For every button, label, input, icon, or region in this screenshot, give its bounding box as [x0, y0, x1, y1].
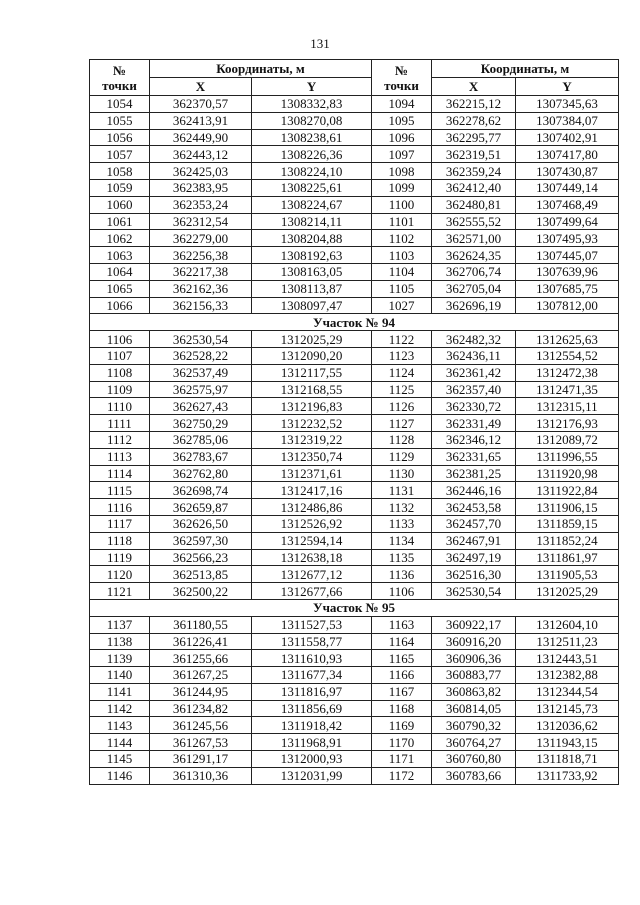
x-coordinate-cell: 361180,55: [150, 616, 252, 633]
point-number-cell: 1098: [372, 163, 432, 180]
x-coordinate-cell: 362530,54: [150, 331, 252, 348]
coordinates-header-left: Координаты, м: [150, 60, 372, 78]
y-coordinate-cell: 1308226,36: [252, 146, 372, 163]
point-number-cell: 1116: [90, 499, 150, 516]
point-number-cell: 1164: [372, 633, 432, 650]
point-number-cell: 1119: [90, 549, 150, 566]
y-coordinate-cell: 1312443,51: [516, 650, 619, 667]
point-number-cell: 1106: [372, 583, 432, 600]
y-coordinate-cell: 1312638,18: [252, 549, 372, 566]
x-coordinate-cell: 362453,58: [432, 499, 516, 516]
x-coordinate-cell: 362319,51: [432, 146, 516, 163]
point-number-cell: 1103: [372, 247, 432, 264]
x-coordinate-cell: 362346,12: [432, 431, 516, 448]
point-number-cell: 1058: [90, 163, 150, 180]
y-coordinate-cell: 1312196,83: [252, 398, 372, 415]
table-row: [90, 566, 619, 583]
x-coordinate-cell: 362256,38: [150, 247, 252, 264]
x-coordinate-cell: 362353,24: [150, 196, 252, 213]
point-number-cell: 1112: [90, 431, 150, 448]
y-coordinate-cell: 1307402,91: [516, 129, 619, 146]
x-coordinate-cell: 361291,17: [150, 751, 252, 768]
x-coordinate-cell: 362312,54: [150, 213, 252, 230]
y-coordinate-cell: 1312511,23: [516, 633, 619, 650]
x-header-right: X: [432, 78, 516, 96]
x-coordinate-cell: 362500,22: [150, 583, 252, 600]
x-coordinate-cell: 362626,50: [150, 515, 252, 532]
x-coordinate-cell: 362575,97: [150, 381, 252, 398]
y-coordinate-cell: 1311527,53: [252, 616, 372, 633]
point-number-cell: 1137: [90, 616, 150, 633]
point-number-cell: 1130: [372, 465, 432, 482]
table-row: [90, 331, 619, 348]
point-number-cell: 1145: [90, 751, 150, 768]
y-coordinate-cell: 1312677,12: [252, 566, 372, 583]
y-coordinate-cell: 1311852,24: [516, 532, 619, 549]
point-number-cell: 1132: [372, 499, 432, 516]
point-number-cell: 1099: [372, 179, 432, 196]
point-number-cell: 1128: [372, 431, 432, 448]
y-coordinate-cell: 1312090,20: [252, 347, 372, 364]
point-number-cell: 1107: [90, 347, 150, 364]
y-coordinate-cell: 1311920,98: [516, 465, 619, 482]
y-coordinate-cell: 1312319,22: [252, 431, 372, 448]
point-number-cell: 1062: [90, 230, 150, 247]
table-row: [90, 196, 619, 213]
y-coordinate-cell: 1308238,61: [252, 129, 372, 146]
table-row: [90, 179, 619, 196]
table-row: [90, 297, 619, 314]
x-coordinate-cell: 361234,82: [150, 700, 252, 717]
table-row: [90, 683, 619, 700]
table-row: [90, 129, 619, 146]
y-coordinate-cell: 1307449,14: [516, 179, 619, 196]
point-number-cell: 1101: [372, 213, 432, 230]
point-number-cell: 1120: [90, 566, 150, 583]
table-row: [90, 431, 619, 448]
point-number-cell: 1124: [372, 364, 432, 381]
x-coordinate-cell: 362412,40: [432, 179, 516, 196]
point-number-cell: 1139: [90, 650, 150, 667]
table-row: [90, 667, 619, 684]
point-number-cell: 1143: [90, 717, 150, 734]
point-number-cell: 1166: [372, 667, 432, 684]
table-row: [90, 96, 619, 113]
x-coordinate-cell: 362359,24: [432, 163, 516, 180]
point-number-symbol: №: [394, 62, 409, 78]
point-number-cell: 1126: [372, 398, 432, 415]
point-number-cell: 1109: [90, 381, 150, 398]
y-coordinate-cell: 1311943,15: [516, 734, 619, 751]
point-number-cell: 1140: [90, 667, 150, 684]
table-row: [90, 347, 619, 364]
y-coordinate-cell: 1312625,63: [516, 331, 619, 348]
y-coordinate-cell: 1312176,93: [516, 415, 619, 432]
y-coordinate-cell: 1312554,52: [516, 347, 619, 364]
table-row: [90, 700, 619, 717]
point-number-cell: 1117: [90, 515, 150, 532]
y-coordinate-cell: 1307430,87: [516, 163, 619, 180]
x-coordinate-cell: 362624,35: [432, 247, 516, 264]
point-number-cell: 1102: [372, 230, 432, 247]
x-coordinate-cell: 362783,67: [150, 448, 252, 465]
x-coordinate-cell: 362361,42: [432, 364, 516, 381]
point-number-cell: 1142: [90, 700, 150, 717]
point-number-cell: 1167: [372, 683, 432, 700]
y-coordinate-cell: 1311818,71: [516, 751, 619, 768]
y-coordinate-cell: 1311856,69: [252, 700, 372, 717]
x-coordinate-cell: 362750,29: [150, 415, 252, 432]
y-coordinate-cell: 1312486,86: [252, 499, 372, 516]
x-coordinate-cell: 360906,36: [432, 650, 516, 667]
y-coordinate-cell: 1308097,47: [252, 297, 372, 314]
x-coordinate-cell: 362497,19: [432, 549, 516, 566]
y-coordinate-cell: 1312677,66: [252, 583, 372, 600]
x-coordinate-cell: 362762,80: [150, 465, 252, 482]
y-coordinate-cell: 1312036,62: [516, 717, 619, 734]
x-coordinate-cell: 362555,52: [432, 213, 516, 230]
table-row: [90, 650, 619, 667]
x-coordinate-cell: 361226,41: [150, 633, 252, 650]
point-number-cell: 1169: [372, 717, 432, 734]
x-coordinate-cell: 362571,00: [432, 230, 516, 247]
table-row: [90, 532, 619, 549]
point-number-cell: 1108: [90, 364, 150, 381]
x-coordinate-cell: 362457,70: [432, 515, 516, 532]
y-coordinate-cell: 1311859,15: [516, 515, 619, 532]
point-number-header-right: [372, 60, 432, 96]
point-number-cell: 1095: [372, 112, 432, 129]
x-coordinate-cell: 360764,27: [432, 734, 516, 751]
point-number-cell: 1065: [90, 280, 150, 297]
y-coordinate-cell: 1312145,73: [516, 700, 619, 717]
point-number-cell: 1172: [372, 767, 432, 784]
x-coordinate-cell: 360760,80: [432, 751, 516, 768]
y-coordinate-cell: 1308163,05: [252, 263, 372, 280]
table-row: [90, 616, 619, 633]
point-number-cell: 1110: [90, 398, 150, 415]
point-number-cell: 1061: [90, 213, 150, 230]
y-coordinate-cell: 1307639,96: [516, 263, 619, 280]
x-coordinate-cell: 360814,05: [432, 700, 516, 717]
point-number-cell: 1133: [372, 515, 432, 532]
x-coordinate-cell: 362330,72: [432, 398, 516, 415]
table-body: [90, 96, 619, 785]
x-coordinate-cell: 361310,36: [150, 767, 252, 784]
table-row: [90, 499, 619, 516]
x-coordinate-cell: 362217,38: [150, 263, 252, 280]
point-number-symbol: №: [112, 62, 127, 78]
table-row: [90, 280, 619, 297]
table-row: [90, 263, 619, 280]
y-coordinate-cell: 1311906,15: [516, 499, 619, 516]
x-coordinate-cell: 362446,16: [432, 482, 516, 499]
table-row: [90, 146, 619, 163]
x-coordinate-cell: 361245,56: [150, 717, 252, 734]
point-number-cell: 1115: [90, 482, 150, 499]
point-number-cell: 1122: [372, 331, 432, 348]
point-number-cell: 1106: [90, 331, 150, 348]
x-coordinate-cell: 362357,40: [432, 381, 516, 398]
y-coordinate-cell: 1312344,54: [516, 683, 619, 700]
y-header-left: Y: [252, 78, 372, 96]
y-coordinate-cell: 1311905,53: [516, 566, 619, 583]
table-row: [90, 213, 619, 230]
y-coordinate-cell: 1312025,29: [516, 583, 619, 600]
section-header-row: [90, 314, 619, 331]
x-coordinate-cell: 360922,17: [432, 616, 516, 633]
point-number-header-left: [90, 60, 150, 96]
y-coordinate-cell: 1307445,07: [516, 247, 619, 264]
table-row: [90, 751, 619, 768]
x-coordinate-cell: 362383,95: [150, 179, 252, 196]
point-number-cell: 1131: [372, 482, 432, 499]
point-number-cell: 1057: [90, 146, 150, 163]
table-row: [90, 448, 619, 465]
x-coordinate-cell: 362696,19: [432, 297, 516, 314]
y-coordinate-cell: 1307495,93: [516, 230, 619, 247]
point-number-cell: 1096: [372, 129, 432, 146]
x-coordinate-cell: 362331,49: [432, 415, 516, 432]
y-coordinate-cell: 1308332,83: [252, 96, 372, 113]
point-number-cell: 1104: [372, 263, 432, 280]
y-coordinate-cell: 1307345,63: [516, 96, 619, 113]
y-coordinate-cell: 1312382,88: [516, 667, 619, 684]
x-coordinate-cell: 361244,95: [150, 683, 252, 700]
point-number-cell: 1066: [90, 297, 150, 314]
table-row: [90, 163, 619, 180]
table-row: [90, 515, 619, 532]
y-coordinate-cell: 1312117,55: [252, 364, 372, 381]
table-row: [90, 767, 619, 784]
x-coordinate-cell: 362537,49: [150, 364, 252, 381]
x-coordinate-cell: 360863,82: [432, 683, 516, 700]
x-coordinate-cell: 362156,33: [150, 297, 252, 314]
y-coordinate-cell: 1307499,64: [516, 213, 619, 230]
table-row: [90, 465, 619, 482]
table-row: [90, 415, 619, 432]
y-coordinate-cell: 1307384,07: [516, 112, 619, 129]
table-row: [90, 549, 619, 566]
point-number-word: точки: [384, 77, 419, 93]
point-number-cell: 1141: [90, 683, 150, 700]
y-coordinate-cell: 1311996,55: [516, 448, 619, 465]
y-coordinate-cell: 1307417,80: [516, 146, 619, 163]
x-coordinate-cell: 362215,12: [432, 96, 516, 113]
y-coordinate-cell: 1312371,61: [252, 465, 372, 482]
table-row: [90, 734, 619, 751]
table-row: [90, 364, 619, 381]
point-number-cell: 1063: [90, 247, 150, 264]
y-coordinate-cell: 1311918,42: [252, 717, 372, 734]
y-coordinate-cell: 1311733,92: [516, 767, 619, 784]
y-coordinate-cell: 1307468,49: [516, 196, 619, 213]
table-row: [90, 247, 619, 264]
x-coordinate-cell: 362331,65: [432, 448, 516, 465]
point-number-cell: 1134: [372, 532, 432, 549]
y-coordinate-cell: 1308270,08: [252, 112, 372, 129]
x-coordinate-cell: 361267,25: [150, 667, 252, 684]
y-coordinate-cell: 1311861,97: [516, 549, 619, 566]
point-number-cell: 1165: [372, 650, 432, 667]
page-number: 131: [310, 36, 330, 51]
x-coordinate-cell: 362530,54: [432, 583, 516, 600]
point-number-cell: 1135: [372, 549, 432, 566]
point-number-cell: 1094: [372, 96, 432, 113]
coordinates-header-right: Координаты, м: [432, 60, 619, 78]
x-coordinate-cell: 360916,20: [432, 633, 516, 650]
x-coordinate-cell: 362467,91: [432, 532, 516, 549]
y-coordinate-cell: 1312000,93: [252, 751, 372, 768]
x-coordinate-cell: 362785,06: [150, 431, 252, 448]
point-number-cell: 1100: [372, 196, 432, 213]
y-coordinate-cell: 1308224,10: [252, 163, 372, 180]
y-coordinate-cell: 1311968,91: [252, 734, 372, 751]
x-coordinate-cell: 362482,32: [432, 331, 516, 348]
point-number-cell: 1060: [90, 196, 150, 213]
x-coordinate-cell: 362627,43: [150, 398, 252, 415]
y-coordinate-cell: 1312315,11: [516, 398, 619, 415]
x-coordinate-cell: 362425,03: [150, 163, 252, 180]
x-coordinate-cell: 362698,74: [150, 482, 252, 499]
y-coordinate-cell: 1312031,99: [252, 767, 372, 784]
y-coordinate-cell: 1312417,16: [252, 482, 372, 499]
point-number-cell: 1171: [372, 751, 432, 768]
y-coordinate-cell: 1312350,74: [252, 448, 372, 465]
x-coordinate-cell: 362516,30: [432, 566, 516, 583]
point-number-cell: 1059: [90, 179, 150, 196]
y-coordinate-cell: 1307685,75: [516, 280, 619, 297]
section-title: Участок № 95: [90, 599, 619, 616]
table-row: [90, 381, 619, 398]
y-coordinate-cell: 1311677,34: [252, 667, 372, 684]
point-number-cell: 1146: [90, 767, 150, 784]
x-coordinate-cell: 362659,87: [150, 499, 252, 516]
x-coordinate-cell: 362566,23: [150, 549, 252, 566]
x-coordinate-cell: 361267,53: [150, 734, 252, 751]
x-coordinate-cell: 362528,22: [150, 347, 252, 364]
x-header-left: X: [150, 78, 252, 96]
y-coordinate-cell: 1312594,14: [252, 532, 372, 549]
point-number-cell: 1105: [372, 280, 432, 297]
y-coordinate-cell: 1312472,38: [516, 364, 619, 381]
x-coordinate-cell: 362279,00: [150, 230, 252, 247]
point-number-cell: 1027: [372, 297, 432, 314]
point-number-cell: 1097: [372, 146, 432, 163]
x-coordinate-cell: 362370,57: [150, 96, 252, 113]
x-coordinate-cell: 362436,11: [432, 347, 516, 364]
point-number-word: точки: [102, 77, 137, 93]
table-row: [90, 633, 619, 650]
y-coordinate-cell: 1311610,93: [252, 650, 372, 667]
table-row: [90, 717, 619, 734]
y-coordinate-cell: 1312168,55: [252, 381, 372, 398]
x-coordinate-cell: 362443,12: [150, 146, 252, 163]
point-number-cell: 1125: [372, 381, 432, 398]
table-row: [90, 583, 619, 600]
point-number-cell: 1114: [90, 465, 150, 482]
x-coordinate-cell: 362705,04: [432, 280, 516, 297]
x-coordinate-cell: 360790,32: [432, 717, 516, 734]
point-number-cell: 1056: [90, 129, 150, 146]
x-coordinate-cell: 362513,85: [150, 566, 252, 583]
x-coordinate-cell: 362381,25: [432, 465, 516, 482]
y-coordinate-cell: 1311922,84: [516, 482, 619, 499]
y-coordinate-cell: 1308204,88: [252, 230, 372, 247]
y-coordinate-cell: 1308113,87: [252, 280, 372, 297]
y-coordinate-cell: 1308224,67: [252, 196, 372, 213]
x-coordinate-cell: 362449,90: [150, 129, 252, 146]
y-coordinate-cell: 1312526,92: [252, 515, 372, 532]
y-header-right: Y: [516, 78, 619, 96]
y-coordinate-cell: 1312604,10: [516, 616, 619, 633]
y-coordinate-cell: 1311816,97: [252, 683, 372, 700]
y-coordinate-cell: 1312232,52: [252, 415, 372, 432]
y-coordinate-cell: 1308225,61: [252, 179, 372, 196]
section-title: Участок № 94: [90, 314, 619, 331]
point-number-cell: 1054: [90, 96, 150, 113]
x-coordinate-cell: 362413,91: [150, 112, 252, 129]
point-number-cell: 1055: [90, 112, 150, 129]
point-number-cell: 1118: [90, 532, 150, 549]
table-row: [90, 112, 619, 129]
point-number-cell: 1113: [90, 448, 150, 465]
x-coordinate-cell: 360883,77: [432, 667, 516, 684]
coordinates-table: [89, 59, 619, 785]
point-number-cell: 1129: [372, 448, 432, 465]
y-coordinate-cell: 1312471,35: [516, 381, 619, 398]
point-number-cell: 1127: [372, 415, 432, 432]
table-row: [90, 398, 619, 415]
point-number-cell: 1121: [90, 583, 150, 600]
point-number-cell: 1138: [90, 633, 150, 650]
point-number-cell: 1064: [90, 263, 150, 280]
x-coordinate-cell: 362597,30: [150, 532, 252, 549]
y-coordinate-cell: 1311558,77: [252, 633, 372, 650]
y-coordinate-cell: 1308214,11: [252, 213, 372, 230]
x-coordinate-cell: 361255,66: [150, 650, 252, 667]
y-coordinate-cell: 1308192,63: [252, 247, 372, 264]
point-number-cell: 1123: [372, 347, 432, 364]
table-row: [90, 482, 619, 499]
y-coordinate-cell: 1307812,00: [516, 297, 619, 314]
x-coordinate-cell: 360783,66: [432, 767, 516, 784]
y-coordinate-cell: 1312089,72: [516, 431, 619, 448]
x-coordinate-cell: 362295,77: [432, 129, 516, 146]
x-coordinate-cell: 362706,74: [432, 263, 516, 280]
point-number-cell: 1168: [372, 700, 432, 717]
point-number-cell: 1163: [372, 616, 432, 633]
y-coordinate-cell: 1312025,29: [252, 331, 372, 348]
x-coordinate-cell: 362278,62: [432, 112, 516, 129]
table-row: [90, 230, 619, 247]
point-number-cell: 1170: [372, 734, 432, 751]
point-number-cell: 1136: [372, 566, 432, 583]
point-number-cell: 1144: [90, 734, 150, 751]
section-header-row: [90, 599, 619, 616]
x-coordinate-cell: 362480,81: [432, 196, 516, 213]
x-coordinate-cell: 362162,36: [150, 280, 252, 297]
point-number-cell: 1111: [90, 415, 150, 432]
